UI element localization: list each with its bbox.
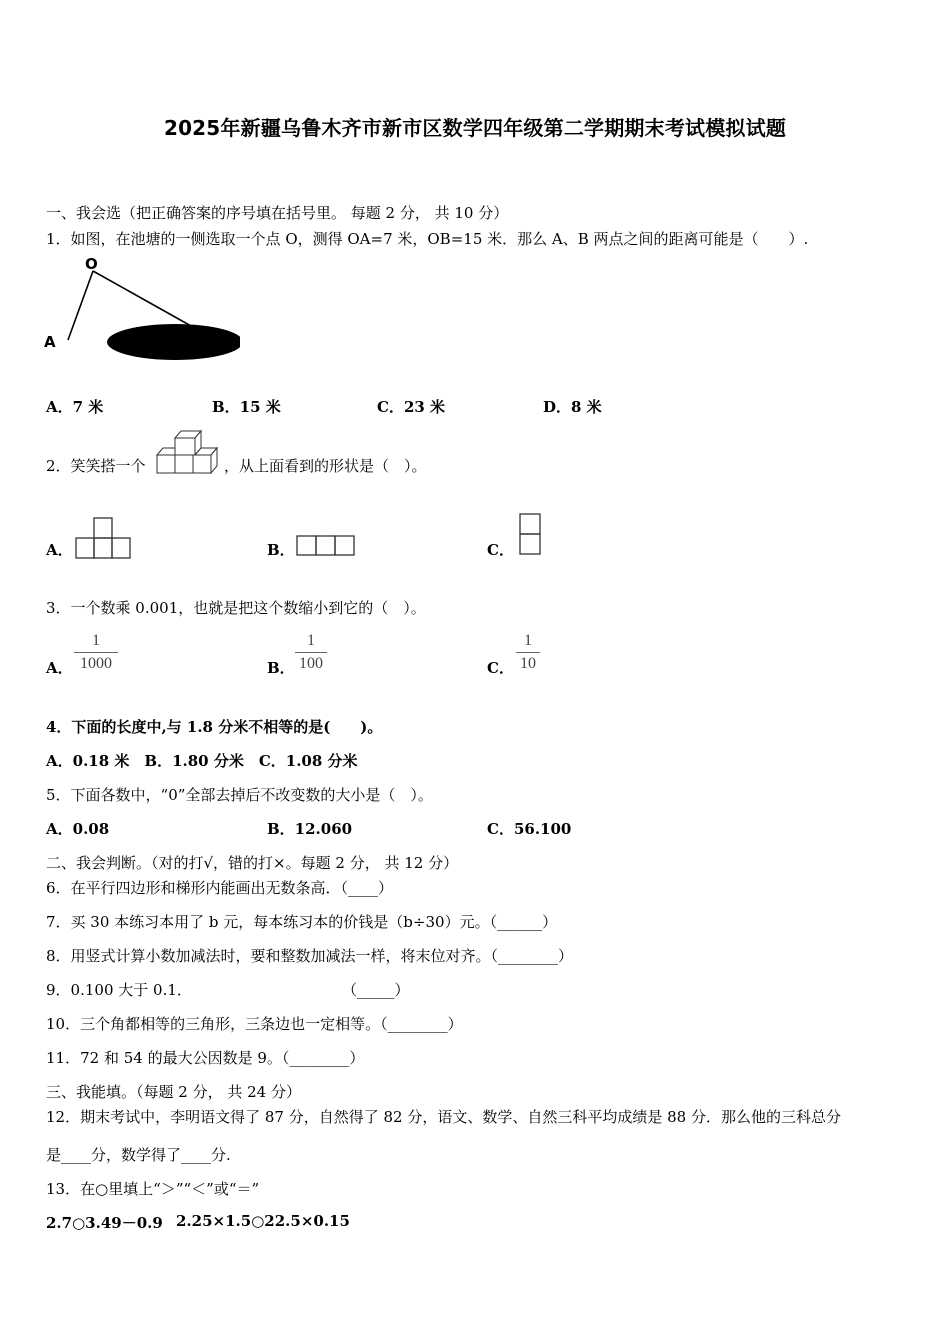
q1-option-a: A．7 米 (46, 398, 104, 416)
fraction-numerator: 1 (92, 632, 100, 649)
q3-option-b-fraction (295, 631, 327, 674)
question-7: 7．买 30 本练习本用了 b 元，每本练习本的价钱是（b÷30）元。（______） (46, 913, 558, 931)
question-5: 5．下面各数中，“0”全部去掉后不改变数的大小是（ ）。 (46, 786, 433, 804)
q2-option-c-label: C． (487, 541, 514, 559)
q1-option-b: B．15 米 (212, 398, 281, 416)
q3-option-b-label: B． (267, 659, 295, 677)
question-2-prefix: 2．笑笑搭一个 (46, 457, 146, 475)
page-title: 2025年新疆乌鲁木齐市新市区数学四年级第二学期期末考试模拟试题 (163, 116, 787, 140)
section-3-heading: 三、我能填。（每题 2 分， 共 24 分） (46, 1083, 301, 1101)
pond-figure (40, 252, 240, 364)
fraction-denominator: 100 (299, 655, 323, 672)
question-13-item-1: 2.7○3.49－0.9 (46, 1214, 163, 1232)
label-b: B (210, 332, 222, 350)
q3-option-c-label: C． (487, 659, 514, 677)
question-3: 3．一个数乘 0.001，也就是把这个数缩小到它的（ ）。 (46, 599, 426, 617)
q2-option-b-shape (295, 534, 357, 558)
question-9: 9．0.100 大于 0.1． (46, 981, 192, 999)
q2-option-a-label: A． (46, 541, 73, 559)
q2-option-b-label: B． (267, 541, 295, 559)
fraction-numerator: 1 (524, 632, 532, 649)
label-a: A (44, 333, 56, 351)
question-1: 1．如图，在池塘的一侧选取一个点 O，测得 OA=7 米，OB=15 米．那么 A、B 两点之间的距离可能是（ ）. (46, 230, 809, 248)
fraction-numerator: 1 (307, 632, 315, 649)
question-11: 11．72 和 54 的最大公因数是 9。（________） (46, 1049, 365, 1067)
q1-option-d: D．8 米 (543, 398, 602, 416)
cube-stack-figure (155, 428, 223, 478)
section-2-heading: 二、我会判断。（对的打√，错的打×。每题 2 分， 共 12 分） (46, 854, 459, 872)
question-12-line-2: 是____分，数学得了____分. (46, 1146, 231, 1164)
q5-option-a: A．0.08 (46, 820, 110, 838)
question-2-suffix: ，从上面看到的形状是（ ）。 (224, 457, 427, 475)
question-10: 10．三个角都相等的三角形，三条边也一定相等。（________） (46, 1015, 463, 1033)
q3-option-c-fraction (516, 631, 540, 674)
q2-option-a-shape (74, 516, 134, 560)
q3-option-a-fraction (74, 631, 118, 674)
question-12-line-1: 12．期末考试中，李明语文得了 87 分，自然得了 82 分，语文、数学、自然三科平均成绩是 88 分．那么他的三科总分 (46, 1108, 841, 1126)
section-1-heading: 一、我会选（把正确答案的序号填在括号里。 每题 2 分， 共 10 分） (46, 204, 509, 222)
question-13: 13．在○里填上“＞”“＜”或“＝” (46, 1180, 260, 1198)
q5-option-c: C．56.100 (487, 820, 572, 838)
label-o: O (85, 255, 98, 273)
q5-option-b: B．12.060 (267, 820, 353, 838)
question-13-item-2: 2.25×1.5○22.5×0.15 (176, 1212, 350, 1230)
q1-option-c: C．23 米 (377, 398, 446, 416)
q3-option-a-label: A． (46, 659, 73, 677)
q2-option-c-shape (518, 512, 544, 558)
question-8: 8．用竖式计算小数加减法时，要和整数加减法一样，将末位对齐。（________） (46, 947, 574, 965)
fraction-denominator: 1000 (80, 655, 112, 672)
question-4: 4．下面的长度中,与 1.8 分米不相等的是( )。 (46, 718, 383, 736)
question-9-blank: （_____） (342, 981, 410, 999)
fraction-denominator: 10 (520, 655, 536, 672)
q4-options: A．0.18 米 B．1.80 分米 C．1.08 分米 (46, 752, 358, 770)
question-6: 6．在平行四边形和梯形内能画出无数条高．（____） (46, 879, 394, 897)
